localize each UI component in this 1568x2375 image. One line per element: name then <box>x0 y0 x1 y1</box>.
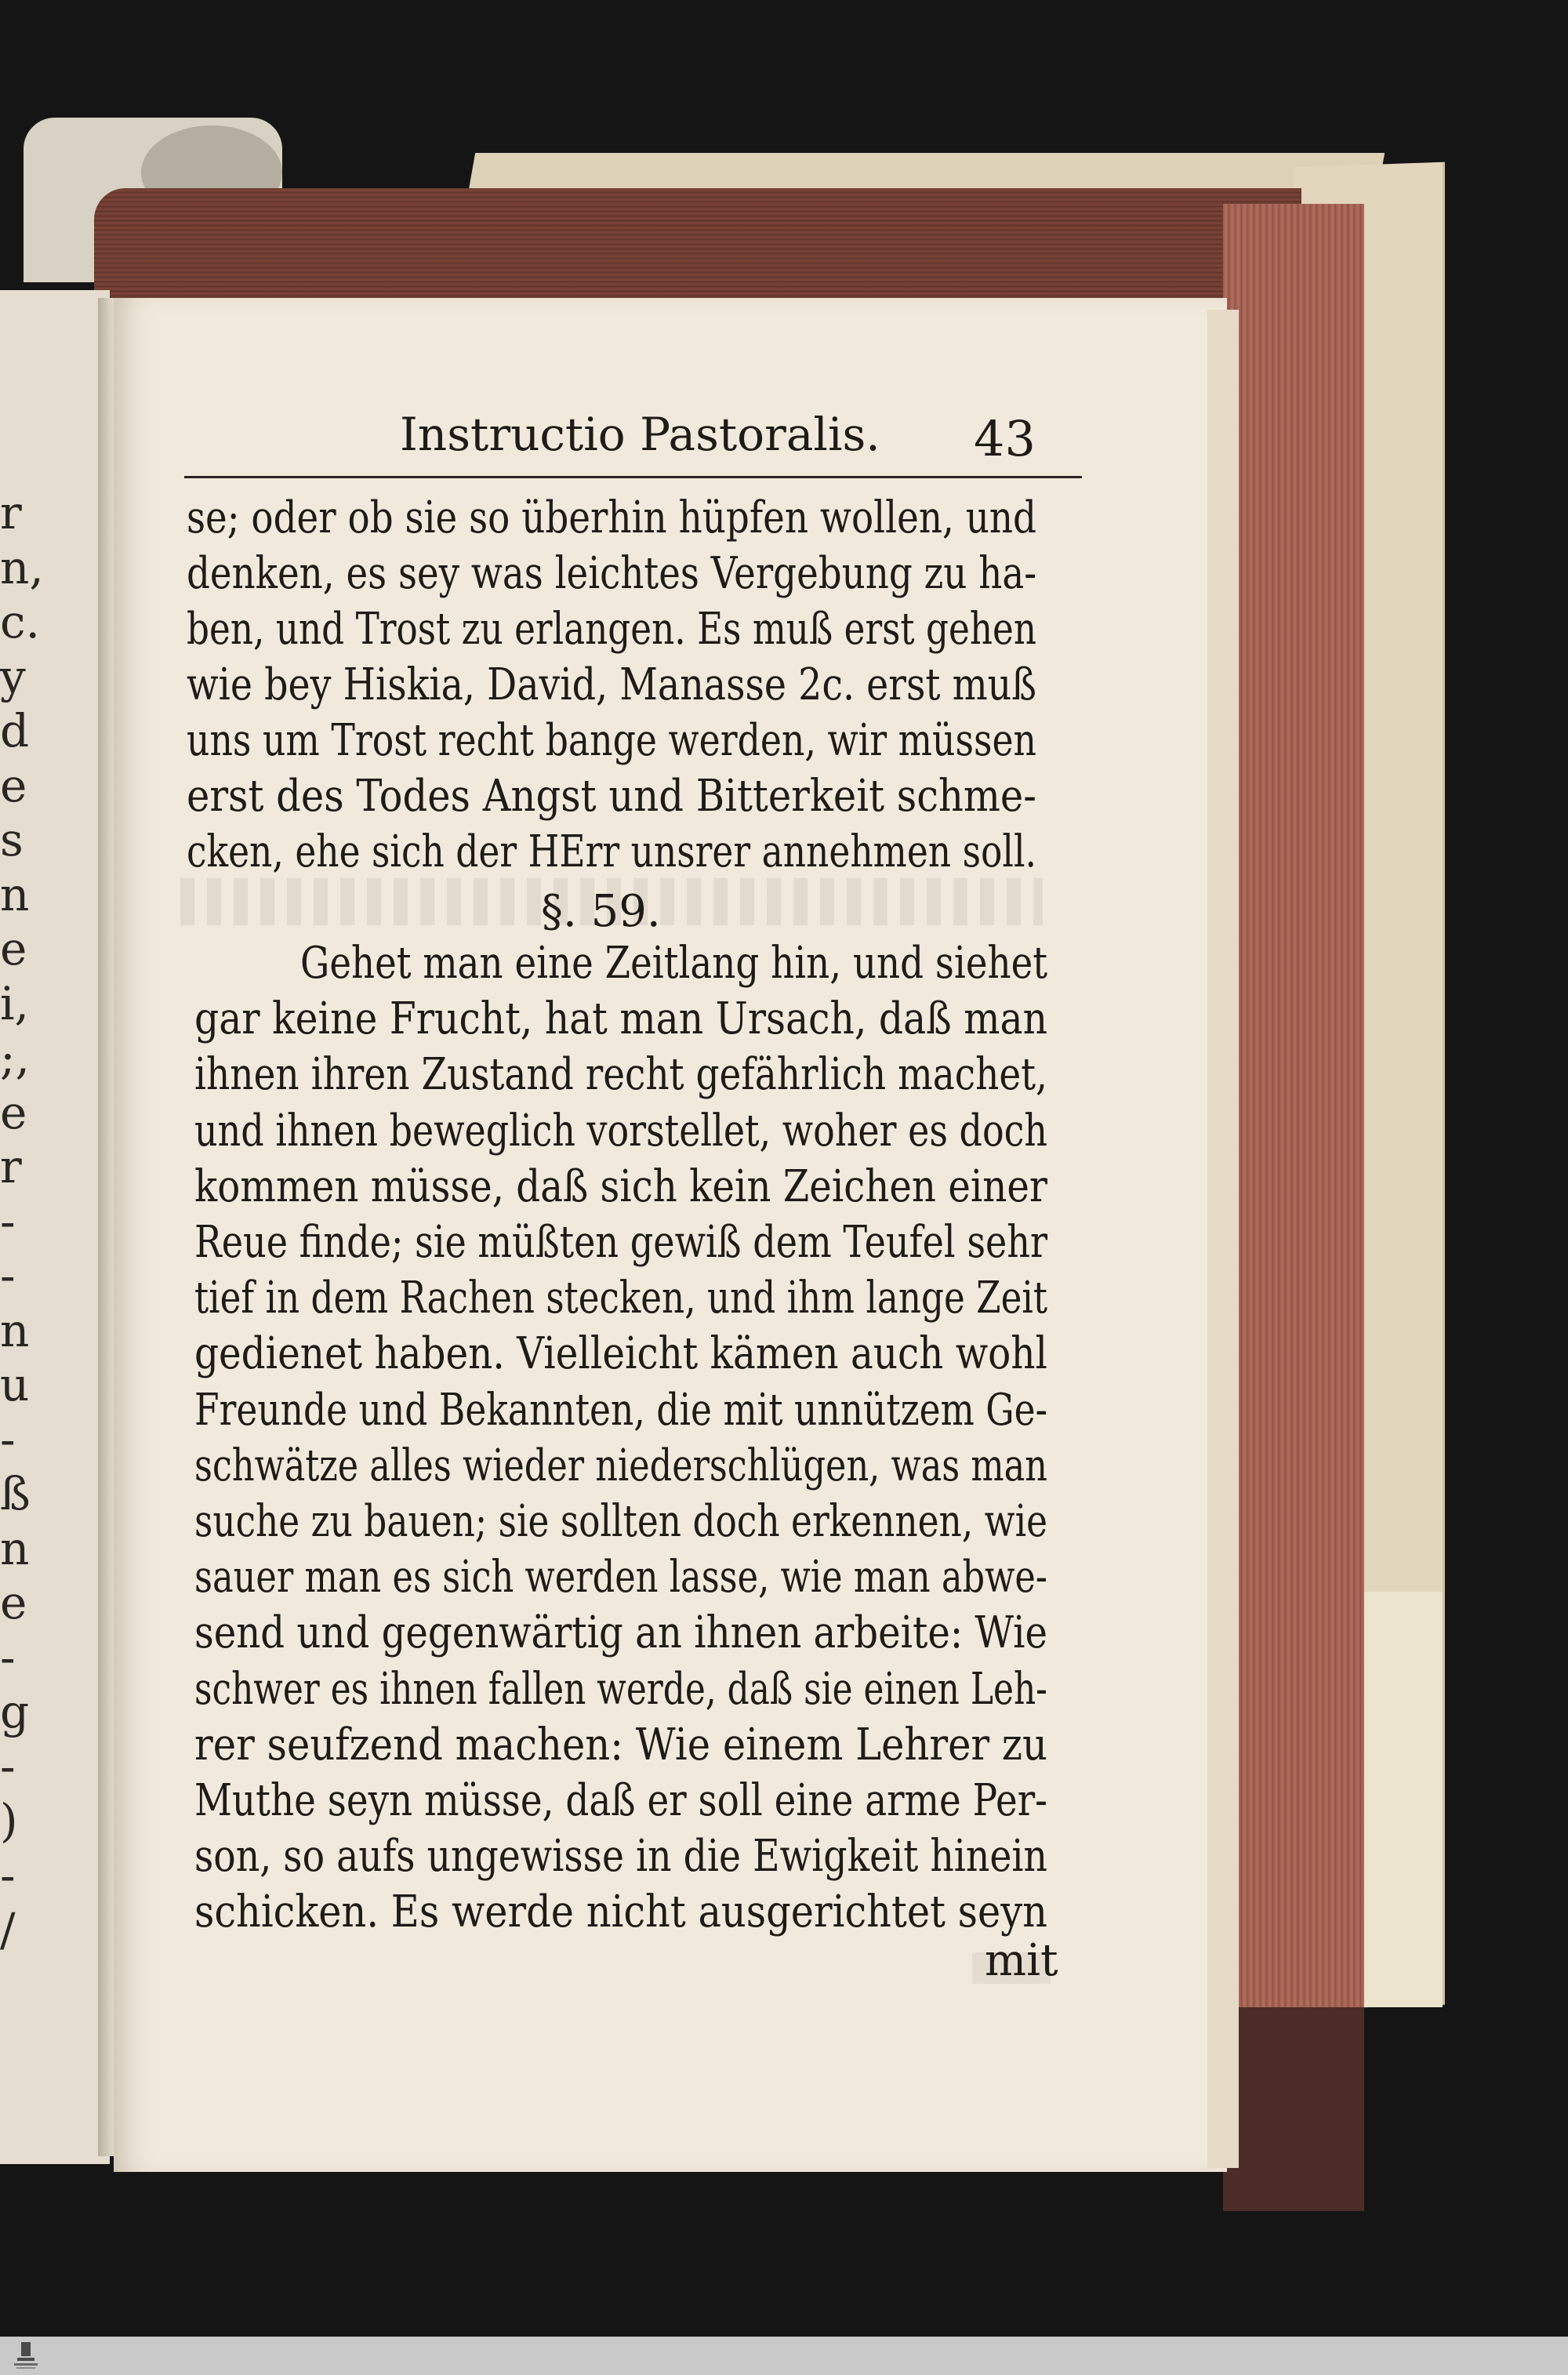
text-line: kommen müsse, daß sich kein Zeichen einer <box>194 1160 1047 1212</box>
text-line: se; oder ob sie so überhin hüpfen wollen, und <box>187 492 1036 543</box>
text-line: son, so aufs ungewisse in die Ewigkeit hinein <box>194 1831 1047 1883</box>
text-line: sauer man es sich werden lasse, wie man abwe- <box>194 1552 1047 1603</box>
library-logo-icon <box>14 2341 38 2370</box>
text-line: ben, und Trost zu erlangen. Es muß erst gehen <box>187 604 1036 655</box>
page-number: 43 <box>974 410 1036 467</box>
catchword: mit <box>985 1935 1058 1986</box>
section-mark: §. 59. <box>541 886 661 937</box>
text-line: send und gegenwärtig an ihnen arbeite: Wie <box>194 1607 1047 1659</box>
text-line: schwer es ihnen fallen werde, daß sie einen Leh- <box>194 1663 1047 1715</box>
text-line: Muthe seyn müsse, daß er soll eine arme Per- <box>194 1775 1047 1826</box>
text-line: uns um Trost recht bange werden, wir müssen <box>187 715 1036 766</box>
text-line: cken, ehe sich der HErr unsrer annehmen soll. <box>187 826 1036 877</box>
text-line: wie bey Hiskia, David, Manasse 2c. erst muß <box>187 659 1036 710</box>
text-line: tief in dem Rachen stecken, und ihm lange Zeit <box>194 1273 1047 1324</box>
left-page-visible-fragments: r n, c. y d e s n e i, ;, e r - - n u - ß n e - g - ) - / <box>0 486 44 1956</box>
header-rule <box>184 476 1082 478</box>
text-line: und ihnen beweglich vorstellet, woher es doch <box>194 1105 1047 1157</box>
text-line: ihnen ihren Zustand recht gefährlich machet, <box>194 1049 1047 1101</box>
text-line: schwätze alles wieder niederschlügen, was man <box>194 1440 1047 1491</box>
text-line: Reue finde; sie müßten gewiß dem Teufel sehr <box>194 1217 1047 1268</box>
text-line: erst des Todes Angst und Bitterkeit schme- <box>187 771 1036 822</box>
text-line: Freunde und Bekannten, die mit unnützem Ge- <box>194 1384 1047 1436</box>
footer-bar <box>0 2337 1568 2375</box>
text-line: suche zu bauen; sie sollten doch erkennen, wie <box>194 1496 1047 1547</box>
text-line: rer seufzend machen: Wie einem Lehrer zu <box>194 1719 1047 1770</box>
running-head: Instructio Pastoralis. <box>400 408 880 461</box>
text-line: Gehet man eine Zeitlang hin, und siehet <box>300 938 1047 989</box>
text-line: denken, es sey was leichtes Vergebung zu ha- <box>187 548 1036 599</box>
text-line: gar keine Frucht, hat man Ursach, daß man <box>194 993 1047 1045</box>
text-line: gedienet haben. Vielleicht kämen auch wohl <box>194 1328 1047 1380</box>
text-line: schicken. Es werde nicht ausgerichtet seyn <box>194 1887 1047 1938</box>
